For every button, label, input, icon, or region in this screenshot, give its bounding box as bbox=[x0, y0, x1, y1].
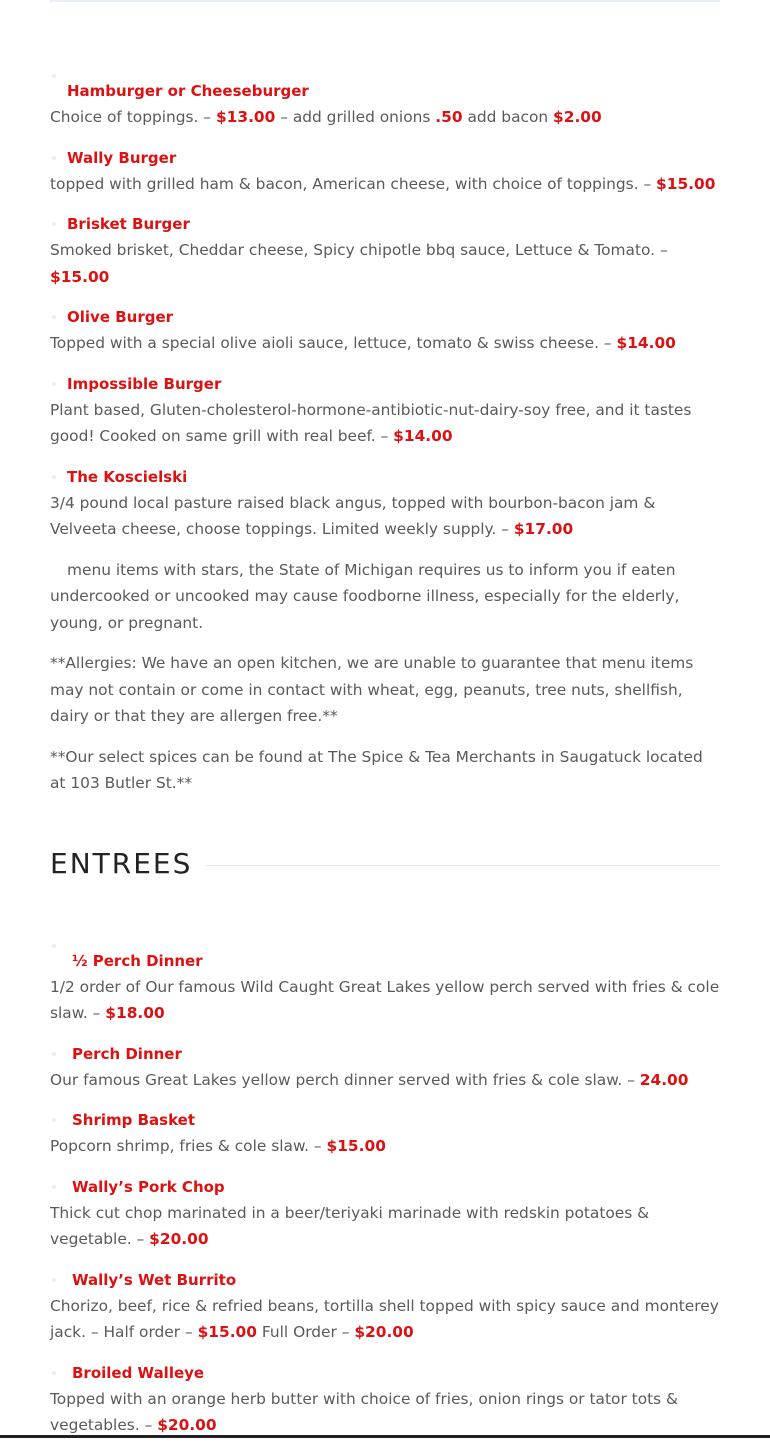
bullet-icon bbox=[52, 74, 56, 78]
menu-item-name: ½ Perch Dinner bbox=[72, 951, 203, 970]
price: $20.00 bbox=[149, 1230, 209, 1248]
menu-item-title bbox=[50, 1267, 720, 1293]
price: $14.00 bbox=[616, 334, 676, 352]
description-text: Popcorn shrimp, fries & cole slaw. – bbox=[50, 1137, 327, 1155]
description-text: – add grilled onions bbox=[275, 108, 436, 126]
menu-item-name: Wally Burger bbox=[67, 148, 177, 167]
bullet-icon bbox=[52, 1118, 56, 1122]
allergies-notice: **Allergies: We have an open kitchen, we are unable to guarantee that menu items may not contain or come in contact with wheat, egg, peanuts, tree nuts, shellfish, dairy or that they are allergen free.** bbox=[50, 654, 694, 725]
menu-item-name: The Koscielski bbox=[67, 467, 188, 486]
menu-content bbox=[50, 66, 720, 1453]
menu-item-name: Broiled Walleye bbox=[72, 1363, 205, 1382]
bullet-icon bbox=[52, 1371, 56, 1375]
menu-item bbox=[50, 371, 720, 450]
menu-item-name: Shrimp Basket bbox=[72, 1111, 196, 1129]
menu-item-description bbox=[50, 171, 720, 198]
menu-item-name: Wally’s Pork Chop bbox=[72, 1177, 225, 1196]
menu-item-name: Impossible Burger bbox=[67, 374, 222, 393]
menu-item-description bbox=[50, 104, 720, 131]
top-divider bbox=[50, 0, 720, 2]
menu-item-description bbox=[50, 1293, 720, 1346]
bullet-icon bbox=[52, 944, 56, 948]
price: $17.00 bbox=[513, 520, 574, 538]
menu-item-description bbox=[50, 1200, 720, 1253]
bullet-icon bbox=[52, 1185, 56, 1189]
stars-notice bbox=[50, 557, 720, 637]
menu-item bbox=[50, 211, 720, 290]
menu-item-title bbox=[50, 1107, 720, 1133]
menu-item-title bbox=[50, 948, 720, 974]
menu-item bbox=[50, 1267, 720, 1346]
menu-item bbox=[50, 464, 720, 543]
menu-item-description bbox=[50, 974, 720, 1027]
menu-item bbox=[50, 304, 720, 357]
menu-item-title bbox=[50, 1174, 720, 1200]
menu-item bbox=[50, 1360, 720, 1439]
description-text: 1/2 order of Our famous Wild Caught Great Lakes yellow perch served with fries & cole slaw. – bbox=[50, 977, 720, 1022]
description-text: Topped with a special olive aioli sauce, lettuce, tomato & swiss cheese. – bbox=[50, 334, 617, 352]
description-text: Chorizo, beef, rice & refried beans, tortilla shell topped with spicy sauce and monterey jack. – Half order – bbox=[50, 1296, 719, 1341]
menu-item-description bbox=[50, 1067, 720, 1094]
description-text: Full Order – bbox=[256, 1323, 355, 1341]
menu-item-title bbox=[50, 78, 720, 104]
burger-list bbox=[50, 78, 720, 543]
menu-item-description bbox=[50, 397, 720, 450]
menu-item-name: Brisket Burger bbox=[67, 215, 190, 233]
menu-item bbox=[50, 145, 720, 198]
menu-item-title bbox=[50, 304, 720, 330]
description-text: Choice of toppings. – bbox=[50, 108, 216, 126]
bullet-icon bbox=[52, 1052, 56, 1056]
menu-item-title bbox=[50, 464, 720, 490]
bullet-icon bbox=[52, 1278, 56, 1282]
menu-item-title bbox=[50, 1041, 720, 1067]
bullet-icon bbox=[52, 222, 56, 226]
spices-notice: **Our select spices can be found at The Spice & Tea Merchants in Saugatuck located at 103 Butler St.** bbox=[50, 747, 703, 792]
menu-item-description bbox=[50, 330, 720, 357]
menu-item bbox=[50, 1041, 720, 1094]
price: $15.00 bbox=[326, 1137, 386, 1155]
menu-item-name: Olive Burger bbox=[67, 308, 174, 326]
description-text: Our famous Great Lakes yellow perch dinner served with fries & cole slaw. – bbox=[50, 1070, 640, 1089]
description-text: 3/4 pound local pasture raised black angus, topped with bourbon-bacon jam & Velveeta cheese, choose toppings. Limited weekly supply. – bbox=[50, 493, 656, 538]
menu-item-description bbox=[50, 1386, 720, 1439]
description-text: Plant based, Gluten-cholesterol-hormone-antibiotic-nut-dairy-soy free, and it tastes good! Cooked on same grill with real beef. – bbox=[50, 400, 692, 445]
stars-notice-text: menu items with stars, the State of Michigan requires us to inform you if eaten undercooked or uncooked may cause foodborne illness, especially for the elderly, young, or pregnant. bbox=[50, 560, 680, 632]
price: $18.00 bbox=[105, 1004, 165, 1022]
price: $2.00 bbox=[553, 108, 602, 126]
menu-item-title bbox=[50, 145, 720, 171]
price: $15.00 bbox=[656, 174, 716, 193]
menu-item bbox=[50, 1174, 720, 1253]
menu-item-title bbox=[50, 371, 720, 397]
menu-item-description bbox=[50, 490, 720, 543]
bullet-icon bbox=[52, 382, 56, 386]
menu-item-description bbox=[50, 1133, 720, 1160]
price: .50 bbox=[435, 108, 463, 126]
price: 24.00 bbox=[639, 1070, 689, 1089]
price: $20.00 bbox=[354, 1323, 414, 1341]
menu-item-name: Perch Dinner bbox=[72, 1044, 182, 1063]
description-text: topped with grilled ham & bacon, American cheese, with choice of toppings. – bbox=[50, 174, 657, 193]
menu-item-title bbox=[50, 211, 720, 237]
price: $13.00 bbox=[215, 108, 276, 126]
bullet-icon bbox=[52, 475, 56, 479]
description-text: add bacon bbox=[462, 108, 554, 126]
menu-item-name: Hamburger or Cheeseburger bbox=[67, 82, 309, 100]
description-text: Topped with an orange herb butter with choice of fries, onion rings or tator tots & vegetables. – bbox=[50, 1389, 679, 1434]
price: $15.00 bbox=[50, 267, 110, 286]
description-text: Smoked brisket, Cheddar cheese, Spicy chipotle bbq sauce, Lettuce & Tomato. – bbox=[50, 241, 668, 259]
entrees-heading: ENTREES bbox=[50, 846, 193, 880]
price: $14.00 bbox=[393, 427, 453, 445]
entrees-section-header bbox=[50, 847, 720, 880]
bullet-icon bbox=[52, 156, 56, 160]
price: $15.00 bbox=[197, 1323, 257, 1341]
menu-item bbox=[50, 1107, 720, 1160]
menu-item-description bbox=[50, 237, 720, 290]
menu-item bbox=[50, 78, 720, 131]
menu-item-name: Wally’s Wet Burrito bbox=[72, 1270, 237, 1289]
menu-item bbox=[50, 948, 720, 1027]
bullet-icon bbox=[52, 315, 56, 319]
heading-divider bbox=[206, 865, 720, 866]
entree-list bbox=[50, 948, 720, 1439]
description-text: Thick cut chop marinated in a beer/teriyaki marinade with redskin potatoes & vegetable. – bbox=[50, 1203, 650, 1248]
price: $20.00 bbox=[157, 1416, 217, 1434]
menu-item-title bbox=[50, 1360, 720, 1386]
